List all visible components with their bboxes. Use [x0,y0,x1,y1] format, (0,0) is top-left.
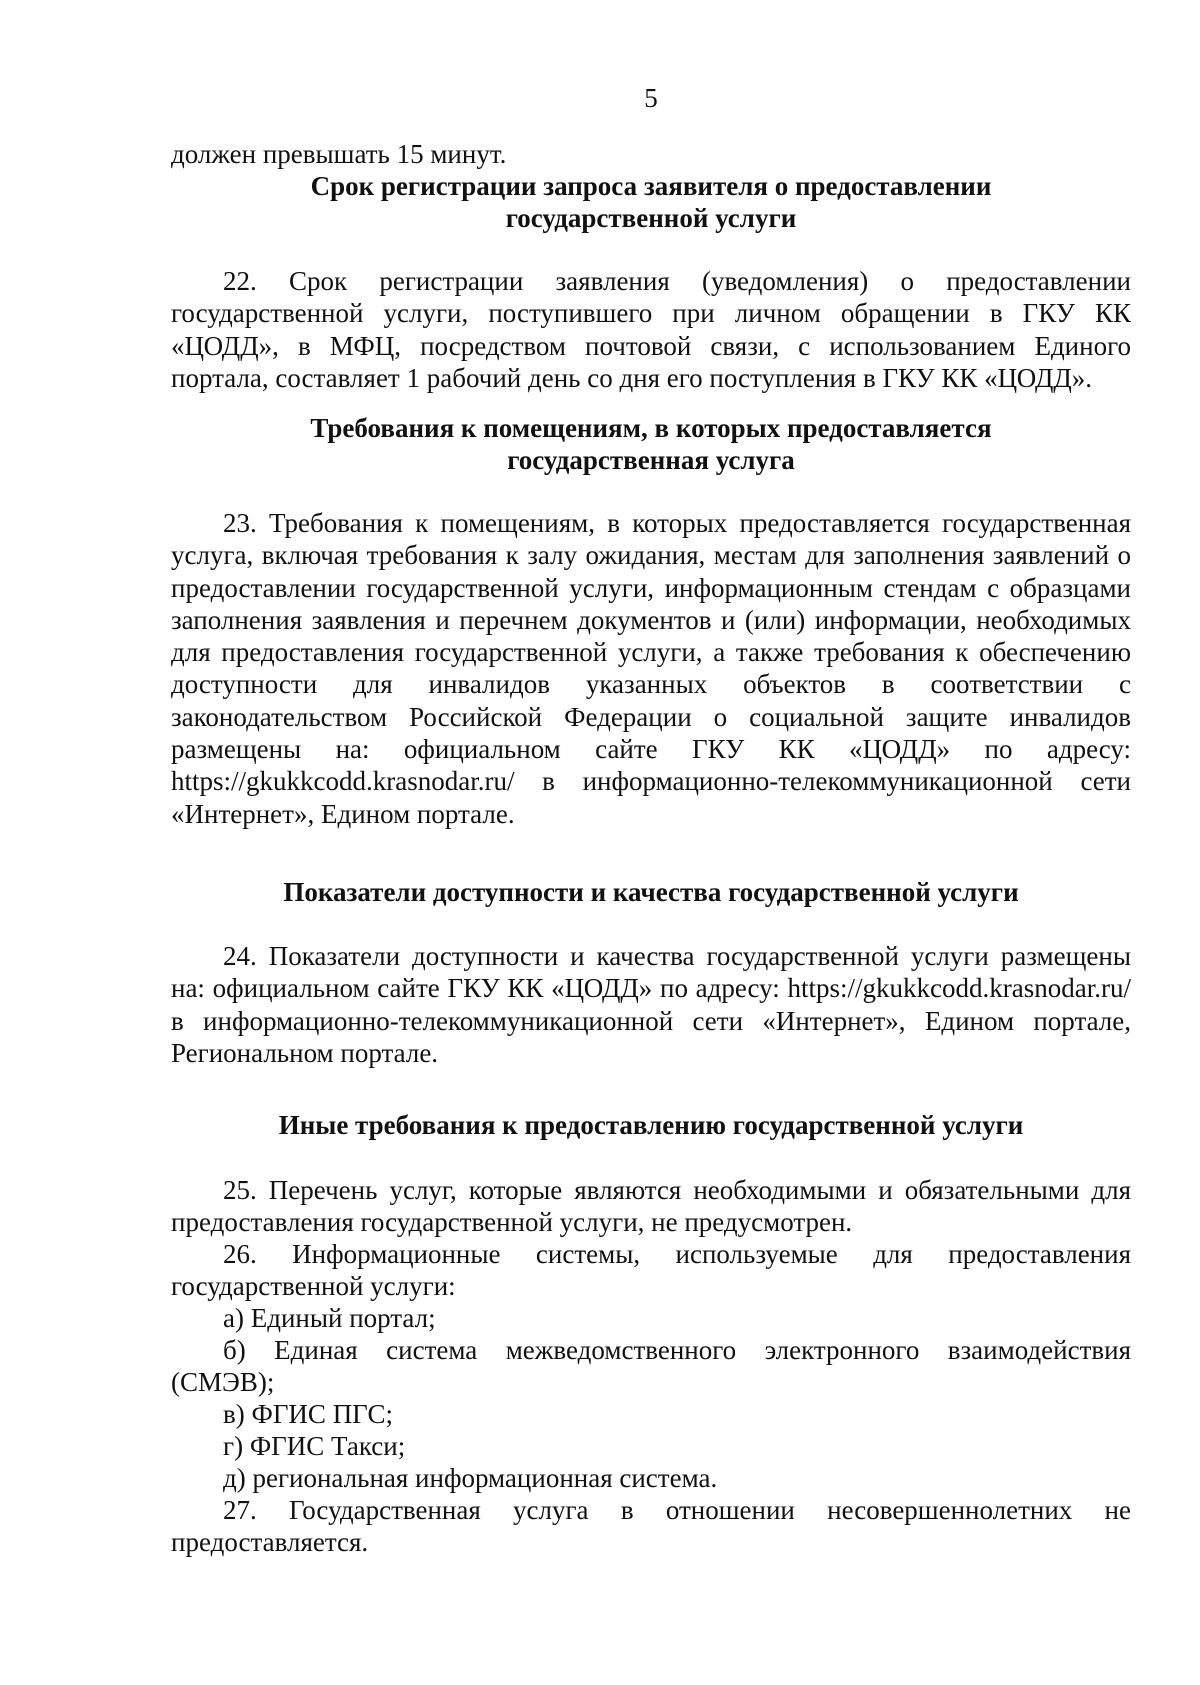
carryover-text: должен превышать 15 минут. [171,139,507,169]
heading-line: Требования к помещениям, в которых предоставляется [310,413,992,443]
paragraph-text: 26. Информационные системы, используемые для предоставления государственной услуги: [171,1239,1131,1302]
list-item-text: б) Единая система межведомственного электронного взаимодействия (СМЭВ); [171,1335,1131,1398]
page-number: 5 [644,83,658,113]
paragraph-text: 25. Перечень услуг, которые являются необходимыми и обязательными для предоставления государственной услуги, не предусмотрен. [171,1175,1131,1238]
heading-line: государственной услуги [505,203,797,234]
list-item [171,1334,1131,1399]
list-item [171,1430,1131,1462]
paragraph-23 [171,507,1131,830]
list-item-text: г) ФГИС Такси; [223,1431,406,1461]
section-heading-indicators: Показатели доступности и качества государственной услуги [283,877,1019,907]
paragraph-text: 24. Показатели доступности и качества государственной услуги размещены на: официальном сайте ГКУ КК «ЦОДД» по адресу: https://gkukkcodd.krasnodar.ru/ в информационно-телекоммуникационной сети «Интернет», Едином портале, Региональном портале. [171,941,1131,1068]
paragraph-22 [171,265,1131,394]
paragraph-24 [171,940,1131,1069]
paragraph-text: 22. Срок регистрации заявления (уведомления) о предоставлении государственной услуги, поступившего при личном обращении в ГКУ КК «ЦОДД», в МФЦ, посредством почтовой связи, с использованием Единого портала, составляет 1 рабочий день со дня его поступления в ГКУ КК «ЦОДД». [171,266,1131,393]
paragraph-27 [171,1494,1131,1559]
list-item [171,1398,1131,1430]
paragraph-25 [171,1174,1131,1239]
list-item [171,1462,1131,1494]
section-heading-premises [171,412,1131,477]
list-item [171,1302,1131,1334]
list-item-text: а) Единый портал; [223,1303,436,1333]
paragraph-text: 23. Требования к помещениям, в которых предоставляется государственная услуга, включая требования к залу ожидания, местам для заполнения заявлений о предоставлении государственной услуги, информационным стендам с образцами заполнения заявления и перечнем документов и (или) информации, необходимых для предоставления государственной услуги, а также требования к обеспечению доступности для инвалидов указанных объектов в соответствии с законодательством Российской Федерации о социальной защите инвалидов размещены на: официальном сайте ГКУ КК «ЦОДД» по адресу: https://gkukkcodd.krasnodar.ru/ в информационно-телекоммуникационной сети «Интернет», Едином портале. [171,508,1131,829]
section-heading-registration [171,170,1131,235]
list-item-text: д) региональная информационная система. [223,1463,718,1493]
list-item-text: в) ФГИС ПГС; [223,1399,393,1429]
paragraph-26 [171,1238,1131,1303]
heading-line: Срок регистрации запроса заявителя о предоставлении [310,171,992,201]
heading-line: государственная услуга [507,445,795,476]
paragraph-text: 27. Государственная услуга в отношении несовершеннолетних не предоставляется. [171,1495,1131,1558]
section-heading-other: Иные требования к предоставлению государственной услуги [278,1110,1024,1140]
